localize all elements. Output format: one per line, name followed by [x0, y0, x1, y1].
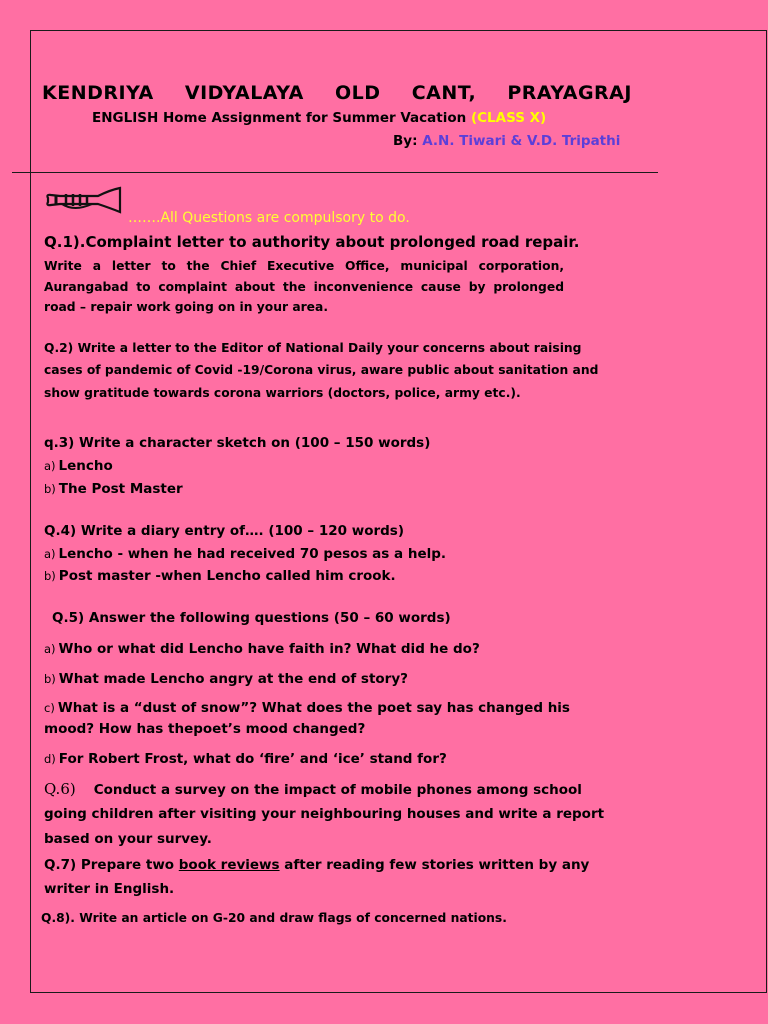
item-label: b): [44, 672, 56, 686]
authors: A.N. Tiwari & V.D. Tripathi: [422, 133, 621, 149]
q3-title: q.3) Write a character sketch on (100 – 150 words): [44, 435, 431, 451]
q7-book-reviews: book reviews: [178, 857, 280, 873]
item-text: What is a “dust of snow”? What does the poet say has changed his: [57, 700, 570, 716]
q6-line: going children after visiting your neighbouring houses and write a report: [44, 806, 605, 822]
item-text: For Robert Frost, what do ‘fire’ and ‘ice’ stand for?: [58, 751, 447, 767]
q7-pre: Q.7) Prepare two: [44, 857, 179, 873]
q7-post: after reading few stories written by any: [279, 857, 590, 873]
subtitle-text: ENGLISH Home Assignment for Summer Vacation: [92, 110, 467, 126]
q1-body: Write a letter to the Chief Executive Office, municipal corporation, Aurangabad to complaint about the inconvenience cause by prolonged road – repair work going on in your area.: [44, 259, 564, 314]
item-text: Lencho: [58, 458, 113, 474]
item-text: Post master -when Lencho called him crook.: [58, 568, 396, 584]
q4-item: [44, 546, 446, 562]
school-word: OLD: [335, 82, 381, 104]
item-label: a): [44, 547, 56, 561]
item-label: a): [44, 642, 56, 656]
q7-line: [44, 857, 589, 873]
item-label: b): [44, 482, 56, 496]
header-divider: [12, 172, 658, 173]
school-word: CANT,: [411, 82, 477, 104]
q6-line: based on your survey.: [44, 831, 212, 847]
q5-item: [44, 671, 408, 687]
school-word: KENDRIYA: [42, 82, 154, 104]
item-text: The Post Master: [58, 481, 183, 497]
trumpet-icon: [44, 186, 122, 220]
item-label: d): [44, 752, 56, 766]
q2-line: Q.2) Write a letter to the Editor of National Daily your concerns about raising: [44, 341, 582, 355]
item-text: Lencho - when he had received 70 pesos as a help.: [58, 546, 447, 562]
school-word: VIDYALAYA: [184, 82, 304, 104]
by-label: By:: [393, 133, 418, 149]
q5-item: [44, 700, 570, 716]
q4-item: [44, 568, 396, 584]
q6-text: Conduct a survey on the impact of mobile phones among school: [93, 782, 582, 798]
q6-line: [44, 780, 582, 798]
q4-title: Q.4) Write a diary entry of…. (100 – 120 words): [44, 523, 404, 539]
class-label: (CLASS X): [470, 110, 547, 126]
q5-title: Q.5) Answer the following questions (50 – 60 words): [52, 610, 451, 626]
item-text: Who or what did Lencho have faith in? What did he do?: [58, 641, 480, 657]
q1-title: Q.1).Complaint letter to authority about prolonged road repair.: [44, 233, 580, 251]
instructions: …….All Questions are compulsory to do.: [128, 210, 410, 226]
q5-item-continued: mood? How has thepoet’s mood changed?: [44, 721, 366, 737]
q3-item: [44, 481, 183, 497]
item-text: What made Lencho angry at the end of story?: [58, 671, 408, 687]
assignment-subtitle: [92, 110, 546, 126]
item-label: c): [44, 701, 55, 715]
item-label: b): [44, 569, 56, 583]
q8-text: Q.8). Write an article on G-20 and draw flags of concerned nations.: [41, 911, 507, 925]
byline: [393, 133, 620, 149]
q3-item: [44, 458, 113, 474]
q6-number: Q.6): [44, 780, 76, 798]
q7-line2: writer in English.: [44, 881, 175, 897]
q2-line: show gratitude towards corona warriors (doctors, police, army etc.).: [44, 386, 521, 400]
q5-item: [44, 641, 480, 657]
q5-item: [44, 751, 447, 767]
item-label: a): [44, 459, 56, 473]
school-word: PRAYAGRAJ: [507, 82, 632, 104]
q2-line: cases of pandemic of Covid -19/Corona virus, aware public about sanitation and: [44, 363, 599, 377]
school-name: [42, 82, 632, 104]
page-border: [30, 30, 767, 993]
